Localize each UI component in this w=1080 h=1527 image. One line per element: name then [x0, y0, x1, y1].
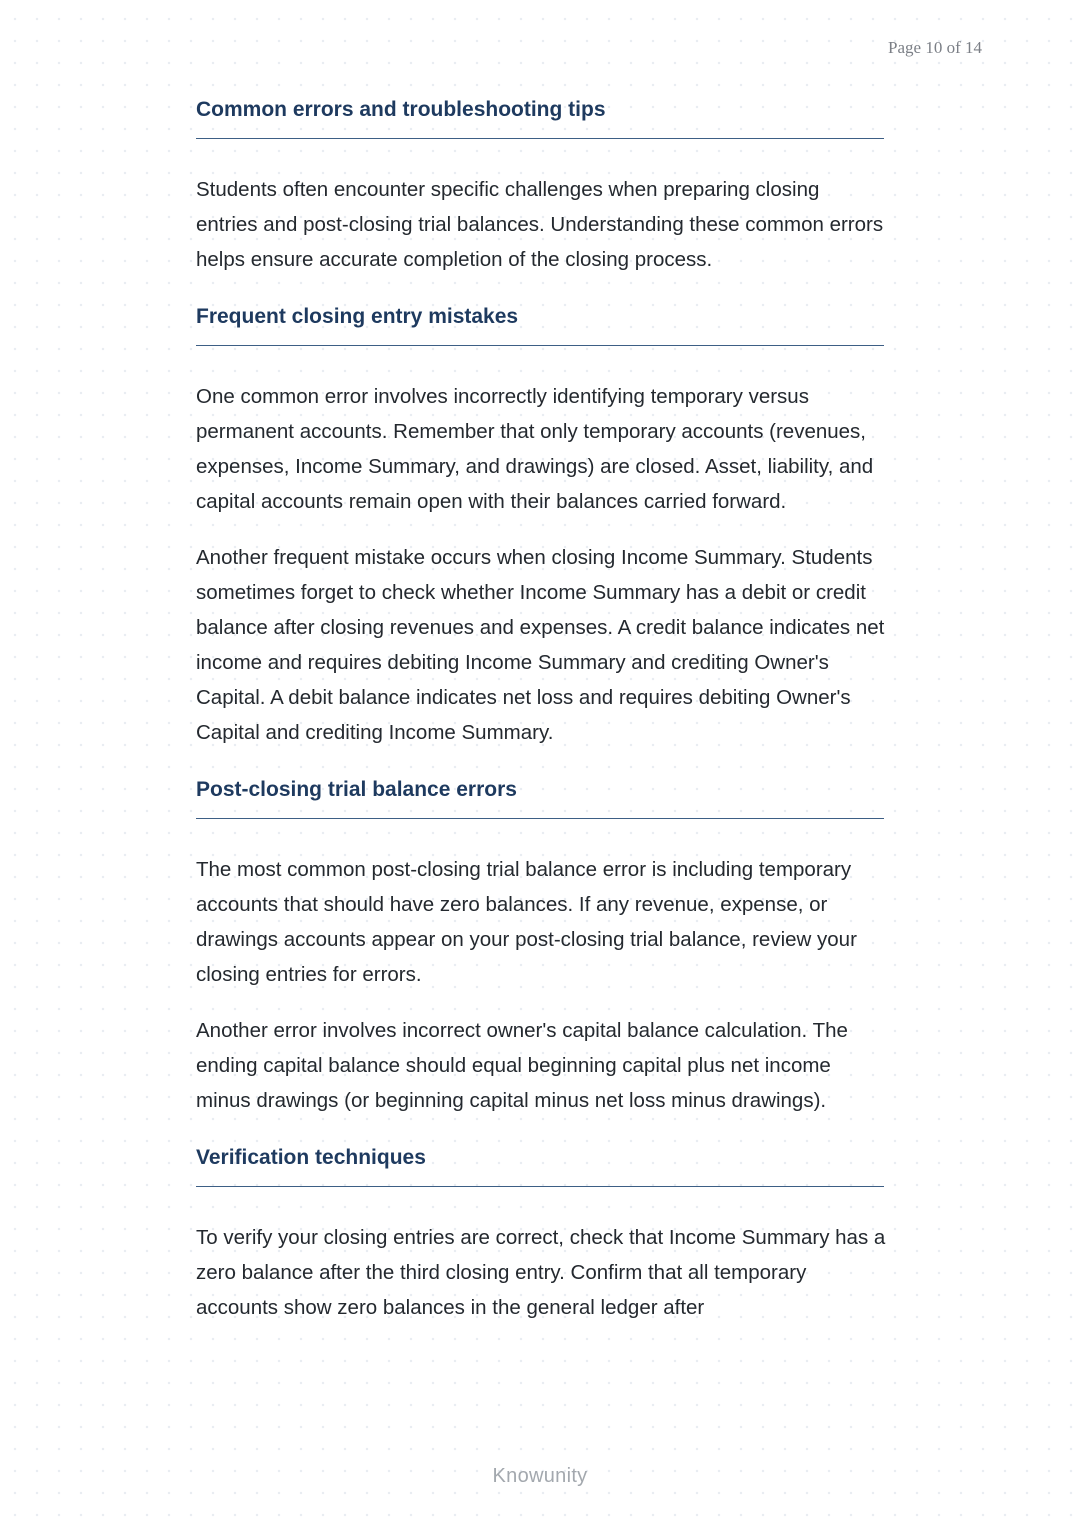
- paragraph: The most common post-closing trial balance error is including temporary accounts that should have zero balances. If any revenue, expense, or drawings accounts appear on your post-closing trial balance, review your closing entries for errors.: [196, 858, 857, 986]
- paragraph: Another frequent mistake occurs when closing Income Summary. Students sometimes forget to check whether Income Summary has a debit or credit balance after closing revenues and expenses. A credit balance indicates net income and requires debiting Income Summary and crediting Owner's Capital. A debit balance indicates net loss and requires debiting Owner's Capital and crediting Income Summary.: [196, 546, 885, 744]
- document-body: [196, 98, 884, 1325]
- section-heading-verification-techniques: Verification techniques: [196, 1146, 884, 1187]
- section-heading-trial-balance-errors: Post-closing trial balance errors: [196, 778, 884, 819]
- paragraph: Another error involves incorrect owner's capital balance calculation. The ending capital balance should equal beginning capital plus net income minus drawings (or beginning capital minus net loss minus drawings).: [196, 1019, 848, 1112]
- paragraph: To verify your closing entries are correct, check that Income Summary has a zero balance after the third closing entry. Confirm that all temporary accounts show zero balances in the general ledger after: [196, 1226, 886, 1319]
- paragraph: One common error involves incorrectly identifying temporary versus permanent accounts. Remember that only temporary accounts (revenues, expenses, Income Summary, and drawings) are closed. Asset, liability, and capital accounts remain open with their balances carried forward.: [196, 385, 874, 513]
- section-heading-closing-entry-mistakes: Frequent closing entry mistakes: [196, 305, 884, 346]
- intro-paragraph: Students often encounter specific challenges when preparing closing entries and post-closing trial balances. Understanding these common errors helps ensure accurate completion of the closing process.: [196, 178, 884, 271]
- page-number: Page 10 of 14: [888, 38, 982, 57]
- page-title: Common errors and troubleshooting tips: [196, 98, 884, 139]
- footer-brand: Knowunity: [492, 1465, 588, 1487]
